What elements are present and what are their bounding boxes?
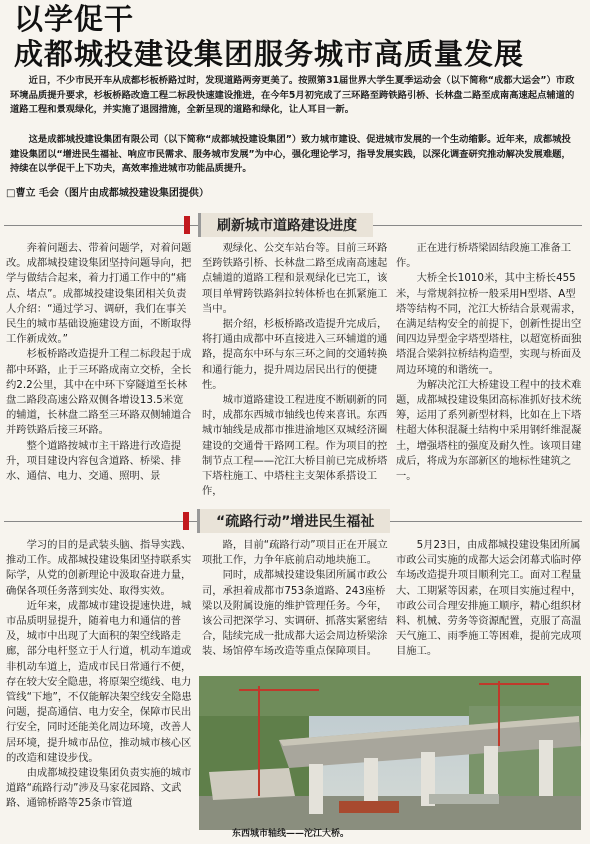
- paragraph: 同时，成都城投建设集团所属市政公司，承担着成都市753条道路、243座桥梁以及附属设施的维护管理任务。今年，该公司把深学习、实调研、抓落实紧密结合，陆续完成一批成都大运会周边桥梁涂装、场馆停车场改造等重点保障项目。: [202, 569, 388, 658]
- article-column: [396, 538, 582, 672]
- paragraph: 杉板桥路改造提升工程二标段起于成都中环路，止于三环路成南立交桥，全长约2.2公里，其中在中环下穿隧道至长林盘二路段高速公路双侧各增设13.5米宽的辅道，长林盘二路至三环路双侧辅道合并跨铁路后接三环路。: [6, 348, 192, 437]
- paragraph: 城市道路建设工程进度不断刷新的同时，成都东西城市轴线也传来喜讯。东西城市轴线是成都市推进渝地区双城经济圈建设的交通骨干路网工程。作为项目的控制节点工程——沱江大桥目前已完成桥塔下塔柱施工、中塔柱主支架体系搭设工作，: [202, 394, 388, 498]
- paragraph: 近年来，成都城市建设提速快进，城市品质明显提升，随着电力和通信的普及，城市中出现了大面积的架空线路走廊，部分电杆竖立于人行道，机动车道或非机动车道上，造成市民日常通行不便，存在较大安全隐患，将原架空缆线、电力管线“下地”，不仅能解决架空线安全隐患问题，提高通信、电力安全，保障市民出行安全，同时还能美化周边环境，改善人居环境，提升城市品位，推动城市核心区的改造和建设步伐。: [6, 599, 192, 764]
- section-header-2: [183, 509, 390, 533]
- bridge-construction-illustration: [199, 676, 581, 830]
- paragraph: 奔着问题去、带着问题学，对着问题改。成都城投建设集团坚持问题导向，把学与做结合起来，着力打通工作中的“痛点、堵点”。成都城投建设集团相关负责人介绍：“通过学习、调研，我们在事关民生的城市基础设施建设方面，不断取得工作新成效。”: [6, 242, 192, 346]
- article-column: [6, 538, 192, 834]
- section-title: “疏路行动”增进民生福祉: [197, 509, 390, 533]
- photo-caption: 东西城市轴线——沱江大桥。: [232, 829, 350, 839]
- headline-line-2: 成都城投建设集团服务城市高质量发展: [14, 37, 525, 71]
- paragraph: 路，目前“疏路行动”项目正在开展立项批工作，力争年底前启动地块施工。: [202, 539, 388, 567]
- headline-line-1: 以学促干: [14, 2, 135, 36]
- paragraph: 学习的目的是武装头脑、指导实践、推动工作。成都城投建设集团坚持联系实际学，从党的创新理论中汲取奋进力量，确保各项任务落到实处、取得实效。: [6, 539, 192, 597]
- section-marker-icon: [183, 512, 189, 530]
- paragraph: 由成都城投建设集团负责实施的城市道路“疏路行动”涉及马家花园路、文武路、通锦桥路等25条市管道: [6, 767, 192, 810]
- lead-paragraph-2: 这是成都城投建设集团有限公司（以下简称“成都城投建设集团”）致力城市建设、促进城市发展的一个生动缩影。近年来，成都城投建设集团以“增进民生福祉、响应市民需求、服务城市发展”为中心，强化理论学习，指导发展实践，以深化调查研究推动解决发展难题，持续在以学促干上下功夫，高效率推进城市功能品质提升。: [10, 134, 571, 174]
- section-header-1: [184, 213, 373, 237]
- article-column: [396, 241, 582, 503]
- lead-paragraph-1: 近日，不少市民开车从成都杉板桥路过时，发现道路两旁更美了。按照第31届世界大学生夏季运动会（以下简称“成都大运会”）市政环境品质提升要求，杉板桥路改造工程二标段快速建设推进，在今年5月初完成了三环路至跨铁路引桥、长林盘二路至成南高速起点辅道的道路工程和景观绿化，并实施了退园措施，全新呈现的道路和绿化，让人耳目一新。: [10, 75, 575, 115]
- paragraph: 据介绍，杉板桥路改造提升完成后，将打通由成都中环直接进入三环辅道的通路，提高东中环与东三环之间的交通转换和通行能力，提升周边居民出行的便捷性。: [202, 318, 388, 391]
- section-marker-icon: [184, 216, 190, 234]
- bridge-construction-photo: [199, 676, 581, 830]
- paragraph: 观绿化、公交车站台等。目前三环路至跨铁路引桥、长林盘二路至成南高速起点辅道的道路工程和景观绿化已完工，该项目单臂跨铁路斜拉转体桥也在抓紧施工当中。: [202, 242, 388, 315]
- article-column: [202, 538, 388, 672]
- article-column: [6, 241, 192, 503]
- headline: [14, 2, 524, 72]
- article-column: [202, 241, 388, 503]
- paragraph: 大桥全长1010米，其中主桥长455米，与常规斜拉桥一般采用H型塔、A型塔等结构不同，沱江大桥结合景观需求，在满足结构安全的前提下，创新性提出空间四边异型金字塔型塔柱，以超宽桥面独塔混合梁斜拉桥结构造型，实现与桥面及周边环境的和谐统一。: [396, 272, 582, 376]
- paragraph: 整个道路按城市主干路进行改造提升，项目建设内容包含道路、桥梁、排水、通信、电力、交通、照明、景: [6, 439, 182, 483]
- byline: □曹立 毛会（图片由成都城投建设集团提供）: [6, 188, 209, 199]
- paragraph: 为解决沱江大桥建设工程中的技术难题，成都城投建设集团高标准抓好技术统筹，运用了系列新型材料，比如在上下塔柱超大体积混凝土结构中采用钢纤维混凝土，增强塔柱的强度及耐久性。该项目建成后，将成为东部新区的地标性建筑之一。: [396, 378, 582, 483]
- paragraph: 5月23日，由成都城投建设集团所属市政公司实施的成都大运会闭幕式临时停车场改造提升项目顺利完工。面对工程量大、工期紧等因素，在项目实施过程中，市政公司合理安排施工顺序，精心组织材料、机械、劳务等资源配置，克服了高温天气施工、雨季施工等困难，提前完成项目施工。: [396, 539, 582, 658]
- paragraph: 正在进行桥塔梁固结段施工准备工作。: [396, 242, 572, 270]
- section-title: 刷新城市道路建设进度: [198, 213, 373, 237]
